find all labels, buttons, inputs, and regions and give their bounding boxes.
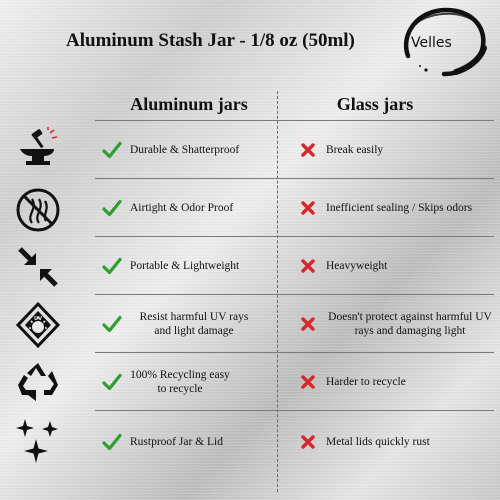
- glass-drawback: Metal lids quickly rust: [326, 436, 430, 448]
- column-header-aluminum: Aluminum jars: [130, 94, 248, 114]
- comparison-row: [0, 353, 500, 411]
- recycle-icon: [14, 359, 62, 407]
- glass-drawback: Doesn't protect against harmful UV rays and damaging light: [328, 311, 492, 337]
- no-odor-icon: [14, 185, 62, 233]
- glass-drawback: Harder to recycle: [326, 376, 406, 388]
- sparkle-icon: [14, 417, 62, 465]
- aluminum-benefit: Durable & Shatterproof: [130, 144, 240, 156]
- check-icon: [102, 256, 122, 276]
- uv-shield-icon: [14, 301, 62, 349]
- aluminum-benefit: 100% Recycling easy to recycle: [130, 369, 230, 395]
- column-header-glass: Glass jars: [336, 94, 414, 114]
- comparison-row: [0, 121, 500, 179]
- svg-text:UV: UV: [34, 316, 42, 322]
- comparison-row: [0, 295, 500, 353]
- check-icon: [102, 314, 122, 334]
- glass-drawback: Heavyweight: [326, 260, 388, 272]
- check-icon: [102, 140, 122, 160]
- aluminum-benefit: Resist harmful UV rays and light damage: [139, 311, 249, 337]
- page-title: Aluminum Stash Jar - 1/8 oz (50ml): [66, 30, 355, 51]
- check-icon: [102, 432, 122, 452]
- aluminum-benefit: Airtight & Odor Proof: [130, 202, 234, 214]
- comparison-row: [0, 411, 500, 473]
- cross-icon: [298, 198, 318, 218]
- brand-name: Velles: [411, 35, 452, 51]
- aluminum-benefit: Rustproof Jar & Lid: [130, 436, 223, 448]
- aluminum-benefit: Portable & Lightweight: [130, 260, 240, 272]
- glass-drawback: Break easily: [326, 144, 384, 156]
- glass-drawback: Inefficient sealing / Skips odors: [326, 202, 473, 214]
- check-icon: [102, 198, 122, 218]
- comparison-row: [0, 237, 500, 295]
- check-icon: [102, 372, 122, 392]
- cross-icon: [298, 256, 318, 276]
- anvil-hammer-icon: [14, 127, 62, 175]
- cross-icon: [298, 372, 318, 392]
- compress-arrows-icon: [14, 243, 62, 291]
- comparison-row: [0, 179, 500, 237]
- cross-icon: [298, 140, 318, 160]
- cross-icon: [298, 314, 318, 334]
- cross-icon: [298, 432, 318, 452]
- brand-logo: [396, 4, 492, 80]
